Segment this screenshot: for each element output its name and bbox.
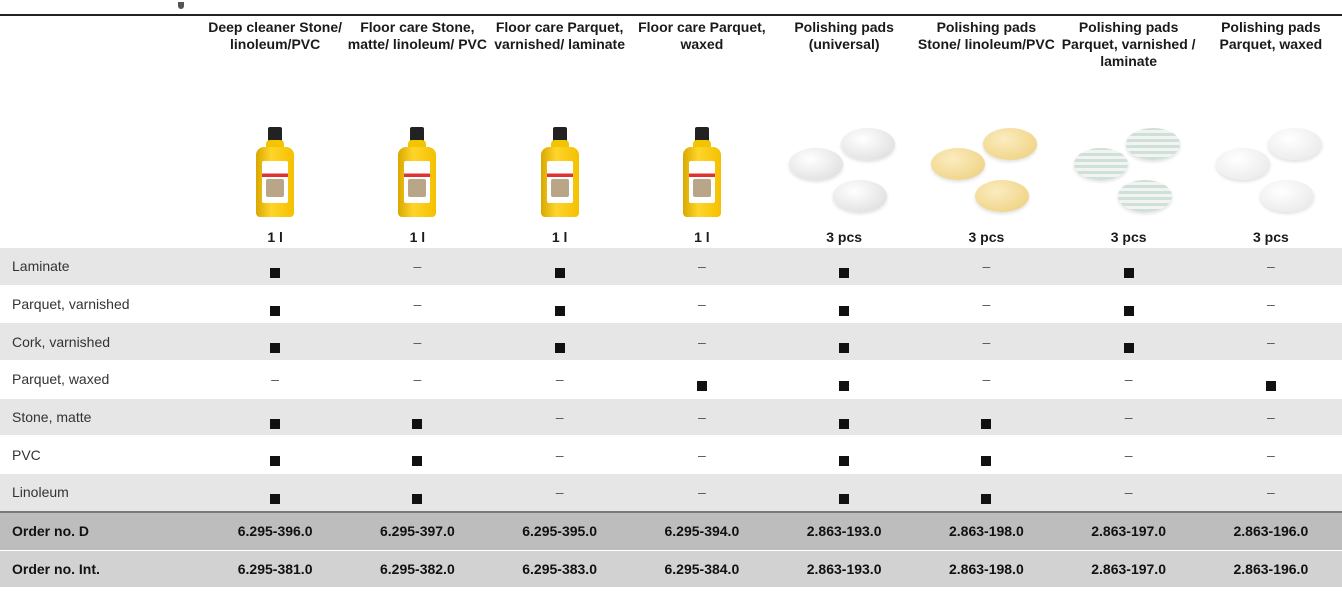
compatibility-cell xyxy=(631,285,773,323)
compatibility-cell xyxy=(204,436,346,474)
compatibility-cell xyxy=(204,285,346,323)
compatibility-cell xyxy=(346,285,488,323)
filled-square-icon xyxy=(981,456,991,466)
filled-square-icon xyxy=(697,381,707,391)
compatibility-cell xyxy=(346,474,488,512)
surface-label: Cork, varnished xyxy=(0,323,204,361)
product-column xyxy=(204,16,346,248)
compatibility-rows xyxy=(0,248,1342,588)
compatibility-cell xyxy=(489,248,631,285)
compatibility-cell xyxy=(773,248,915,285)
compatibility-cell xyxy=(1058,285,1200,323)
compatibility-cell xyxy=(631,474,773,512)
filled-square-icon xyxy=(839,306,849,316)
dash-mark: – xyxy=(982,296,991,313)
product-title: Polishing pads Stone/ linoleum/PVC xyxy=(917,19,1055,52)
compatibility-cell xyxy=(773,323,915,361)
header-corner xyxy=(0,16,204,248)
dash-mark: – xyxy=(413,258,422,275)
order-number: 2.863-198.0 xyxy=(915,512,1057,550)
table-row xyxy=(0,323,1342,361)
compatibility-cell xyxy=(773,361,915,399)
table-row xyxy=(0,474,1342,512)
compatibility-cell xyxy=(1058,398,1200,436)
surface-label: PVC xyxy=(0,436,204,474)
product-image xyxy=(346,118,488,226)
product-column xyxy=(773,16,915,248)
order-number: 6.295-382.0 xyxy=(346,550,488,588)
dash-mark: – xyxy=(1124,409,1133,426)
dash-mark: – xyxy=(1266,409,1275,426)
polishing-pads-yellow-icon xyxy=(931,126,1041,218)
compatibility-cell xyxy=(915,361,1057,399)
filled-square-icon xyxy=(555,306,565,316)
table-row xyxy=(0,398,1342,436)
dash-mark: – xyxy=(982,258,991,275)
table-row xyxy=(0,361,1342,399)
polishing-pads-pale-icon xyxy=(1216,126,1326,218)
product-image xyxy=(1200,118,1342,226)
filled-square-icon xyxy=(839,268,849,278)
compatibility-cell xyxy=(489,436,631,474)
product-size: 1 l xyxy=(694,229,710,245)
compatibility-cell xyxy=(1200,248,1342,285)
compatibility-cell xyxy=(489,398,631,436)
dash-mark: – xyxy=(555,446,564,463)
product-image xyxy=(1058,118,1200,226)
product-column xyxy=(346,16,488,248)
cleaner-bottle-icon xyxy=(683,127,721,217)
surface-label: Parquet, varnished xyxy=(0,285,204,323)
dash-mark: – xyxy=(555,484,564,501)
product-column xyxy=(1200,16,1342,248)
order-number: 6.295-384.0 xyxy=(631,550,773,588)
dash-mark: – xyxy=(697,446,706,463)
cropped-heading-fragment xyxy=(178,2,184,9)
compatibility-cell xyxy=(346,436,488,474)
order-number: 2.863-197.0 xyxy=(1058,550,1200,588)
dash-mark: – xyxy=(1124,484,1133,501)
compatibility-cell xyxy=(489,361,631,399)
compatibility-cell xyxy=(204,323,346,361)
compatibility-cell xyxy=(489,285,631,323)
product-column xyxy=(631,16,773,248)
dash-mark: – xyxy=(1266,484,1275,501)
cleaner-bottle-icon xyxy=(256,127,294,217)
compatibility-cell xyxy=(1058,361,1200,399)
compatibility-cell xyxy=(915,398,1057,436)
dash-mark: – xyxy=(1124,446,1133,463)
cleaner-bottle-icon xyxy=(541,127,579,217)
product-title: Floor care Parquet, varnished/ laminate xyxy=(494,19,625,52)
filled-square-icon xyxy=(1124,306,1134,316)
dash-mark: – xyxy=(1266,258,1275,275)
filled-square-icon xyxy=(270,343,280,353)
product-title: Floor care Parquet, waxed xyxy=(638,19,766,52)
compatibility-cell xyxy=(346,248,488,285)
compatibility-cell xyxy=(631,361,773,399)
dash-mark: – xyxy=(697,409,706,426)
compatibility-cell xyxy=(915,474,1057,512)
compatibility-cell xyxy=(204,361,346,399)
surface-label: Laminate xyxy=(0,248,204,285)
product-size: 3 pcs xyxy=(826,229,863,245)
filled-square-icon xyxy=(270,268,280,278)
order-number: 6.295-394.0 xyxy=(631,512,773,550)
compatibility-cell xyxy=(204,474,346,512)
dash-mark: – xyxy=(982,333,991,350)
order-number-row xyxy=(0,550,1342,588)
polishing-pads-white-icon xyxy=(789,126,899,218)
dash-mark: – xyxy=(271,371,280,388)
filled-square-icon xyxy=(839,419,849,429)
filled-square-icon xyxy=(412,456,422,466)
compatibility-cell xyxy=(1200,285,1342,323)
order-label: Order no. Int. xyxy=(0,550,204,588)
compatibility-cell xyxy=(1058,436,1200,474)
compatibility-cell xyxy=(631,436,773,474)
filled-square-icon xyxy=(412,419,422,429)
order-number: 2.863-197.0 xyxy=(1058,512,1200,550)
order-number: 6.295-381.0 xyxy=(204,550,346,588)
cleaner-bottle-icon xyxy=(398,127,436,217)
filled-square-icon xyxy=(839,456,849,466)
filled-square-icon xyxy=(981,494,991,504)
product-size: 1 l xyxy=(551,229,568,245)
product-column xyxy=(489,16,631,248)
filled-square-icon xyxy=(839,381,849,391)
product-title: Polishing pads Parquet, waxed xyxy=(1219,19,1323,52)
product-column xyxy=(1058,16,1200,248)
dash-mark: – xyxy=(413,296,422,313)
compatibility-cell xyxy=(915,436,1057,474)
product-title: Floor care Stone, matte/ linoleum/ PVC xyxy=(347,19,487,52)
surface-label: Parquet, waxed xyxy=(0,361,204,399)
compatibility-cell xyxy=(773,474,915,512)
compatibility-cell xyxy=(204,248,346,285)
compatibility-cell xyxy=(773,436,915,474)
product-title: Deep cleaner Stone/ linoleum/PVC xyxy=(208,19,343,52)
compatibility-cell xyxy=(1200,361,1342,399)
filled-square-icon xyxy=(839,343,849,353)
surface-label: Stone, matte xyxy=(0,398,204,436)
compatibility-cell xyxy=(773,398,915,436)
product-image xyxy=(915,118,1057,226)
compatibility-cell xyxy=(204,398,346,436)
product-column xyxy=(915,16,1057,248)
dash-mark: – xyxy=(1266,333,1275,350)
filled-square-icon xyxy=(1124,268,1134,278)
filled-square-icon xyxy=(1266,381,1276,391)
compatibility-cell xyxy=(1058,248,1200,285)
order-number-row xyxy=(0,512,1342,550)
dash-mark: – xyxy=(1266,446,1275,463)
order-number: 2.863-196.0 xyxy=(1200,512,1342,550)
filled-square-icon xyxy=(270,419,280,429)
order-number: 2.863-198.0 xyxy=(915,550,1057,588)
compatibility-cell xyxy=(1200,323,1342,361)
polishing-pads-striped-icon xyxy=(1074,126,1184,218)
table-row xyxy=(0,285,1342,323)
product-image xyxy=(631,118,773,226)
compatibility-cell xyxy=(489,323,631,361)
surface-label: Linoleum xyxy=(0,474,204,512)
filled-square-icon xyxy=(270,494,280,504)
filled-square-icon xyxy=(555,268,565,278)
product-image xyxy=(489,118,631,226)
compatibility-cell xyxy=(631,398,773,436)
product-image xyxy=(204,118,346,226)
filled-square-icon xyxy=(412,494,422,504)
filled-square-icon xyxy=(270,306,280,316)
compatibility-cell xyxy=(1200,474,1342,512)
product-image xyxy=(773,118,915,226)
compatibility-cell xyxy=(773,285,915,323)
compatibility-cell xyxy=(1200,398,1342,436)
order-number: 6.295-383.0 xyxy=(489,550,631,588)
product-size: 1 l xyxy=(267,229,283,245)
dash-mark: – xyxy=(555,409,564,426)
dash-mark: – xyxy=(697,296,706,313)
product-size: 3 pcs xyxy=(1252,229,1289,245)
product-title: Polishing pads (universal) xyxy=(794,19,894,52)
filled-square-icon xyxy=(981,419,991,429)
compatibility-cell xyxy=(346,361,488,399)
compatibility-cell xyxy=(346,398,488,436)
compatibility-cell xyxy=(1058,474,1200,512)
compatibility-cell xyxy=(1058,323,1200,361)
filled-square-icon xyxy=(1124,343,1134,353)
compatibility-cell xyxy=(489,474,631,512)
filled-square-icon xyxy=(555,343,565,353)
order-number: 6.295-397.0 xyxy=(346,512,488,550)
dash-mark: – xyxy=(1124,371,1133,388)
dash-mark: – xyxy=(555,371,564,388)
table-row xyxy=(0,248,1342,285)
top-rule xyxy=(0,0,1342,16)
compatibility-cell xyxy=(346,323,488,361)
compatibility-cell xyxy=(1200,436,1342,474)
product-size: 3 pcs xyxy=(968,229,1005,245)
order-number: 2.863-196.0 xyxy=(1200,550,1342,588)
dash-mark: – xyxy=(697,484,706,501)
order-number: 2.863-193.0 xyxy=(773,512,915,550)
dash-mark: – xyxy=(413,333,422,350)
dash-mark: – xyxy=(982,371,991,388)
product-size: 3 pcs xyxy=(1110,229,1147,245)
compatibility-cell xyxy=(631,323,773,361)
order-number: 2.863-193.0 xyxy=(773,550,915,588)
product-size: 1 l xyxy=(409,229,426,245)
product-header xyxy=(0,16,1342,248)
dash-mark: – xyxy=(697,258,706,275)
table-row xyxy=(0,436,1342,474)
filled-square-icon xyxy=(839,494,849,504)
compatibility-cell xyxy=(915,323,1057,361)
order-number: 6.295-395.0 xyxy=(489,512,631,550)
order-number: 6.295-396.0 xyxy=(204,512,346,550)
product-title: Polishing pads Parquet, varnished / laminate xyxy=(1061,19,1196,69)
compatibility-cell xyxy=(915,248,1057,285)
order-label: Order no. D xyxy=(0,512,204,550)
dash-mark: – xyxy=(697,333,706,350)
compatibility-cell xyxy=(915,285,1057,323)
compatibility-cell xyxy=(631,248,773,285)
filled-square-icon xyxy=(270,456,280,466)
dash-mark: – xyxy=(1266,296,1275,313)
dash-mark: – xyxy=(413,371,422,388)
compatibility-table xyxy=(0,16,1342,588)
